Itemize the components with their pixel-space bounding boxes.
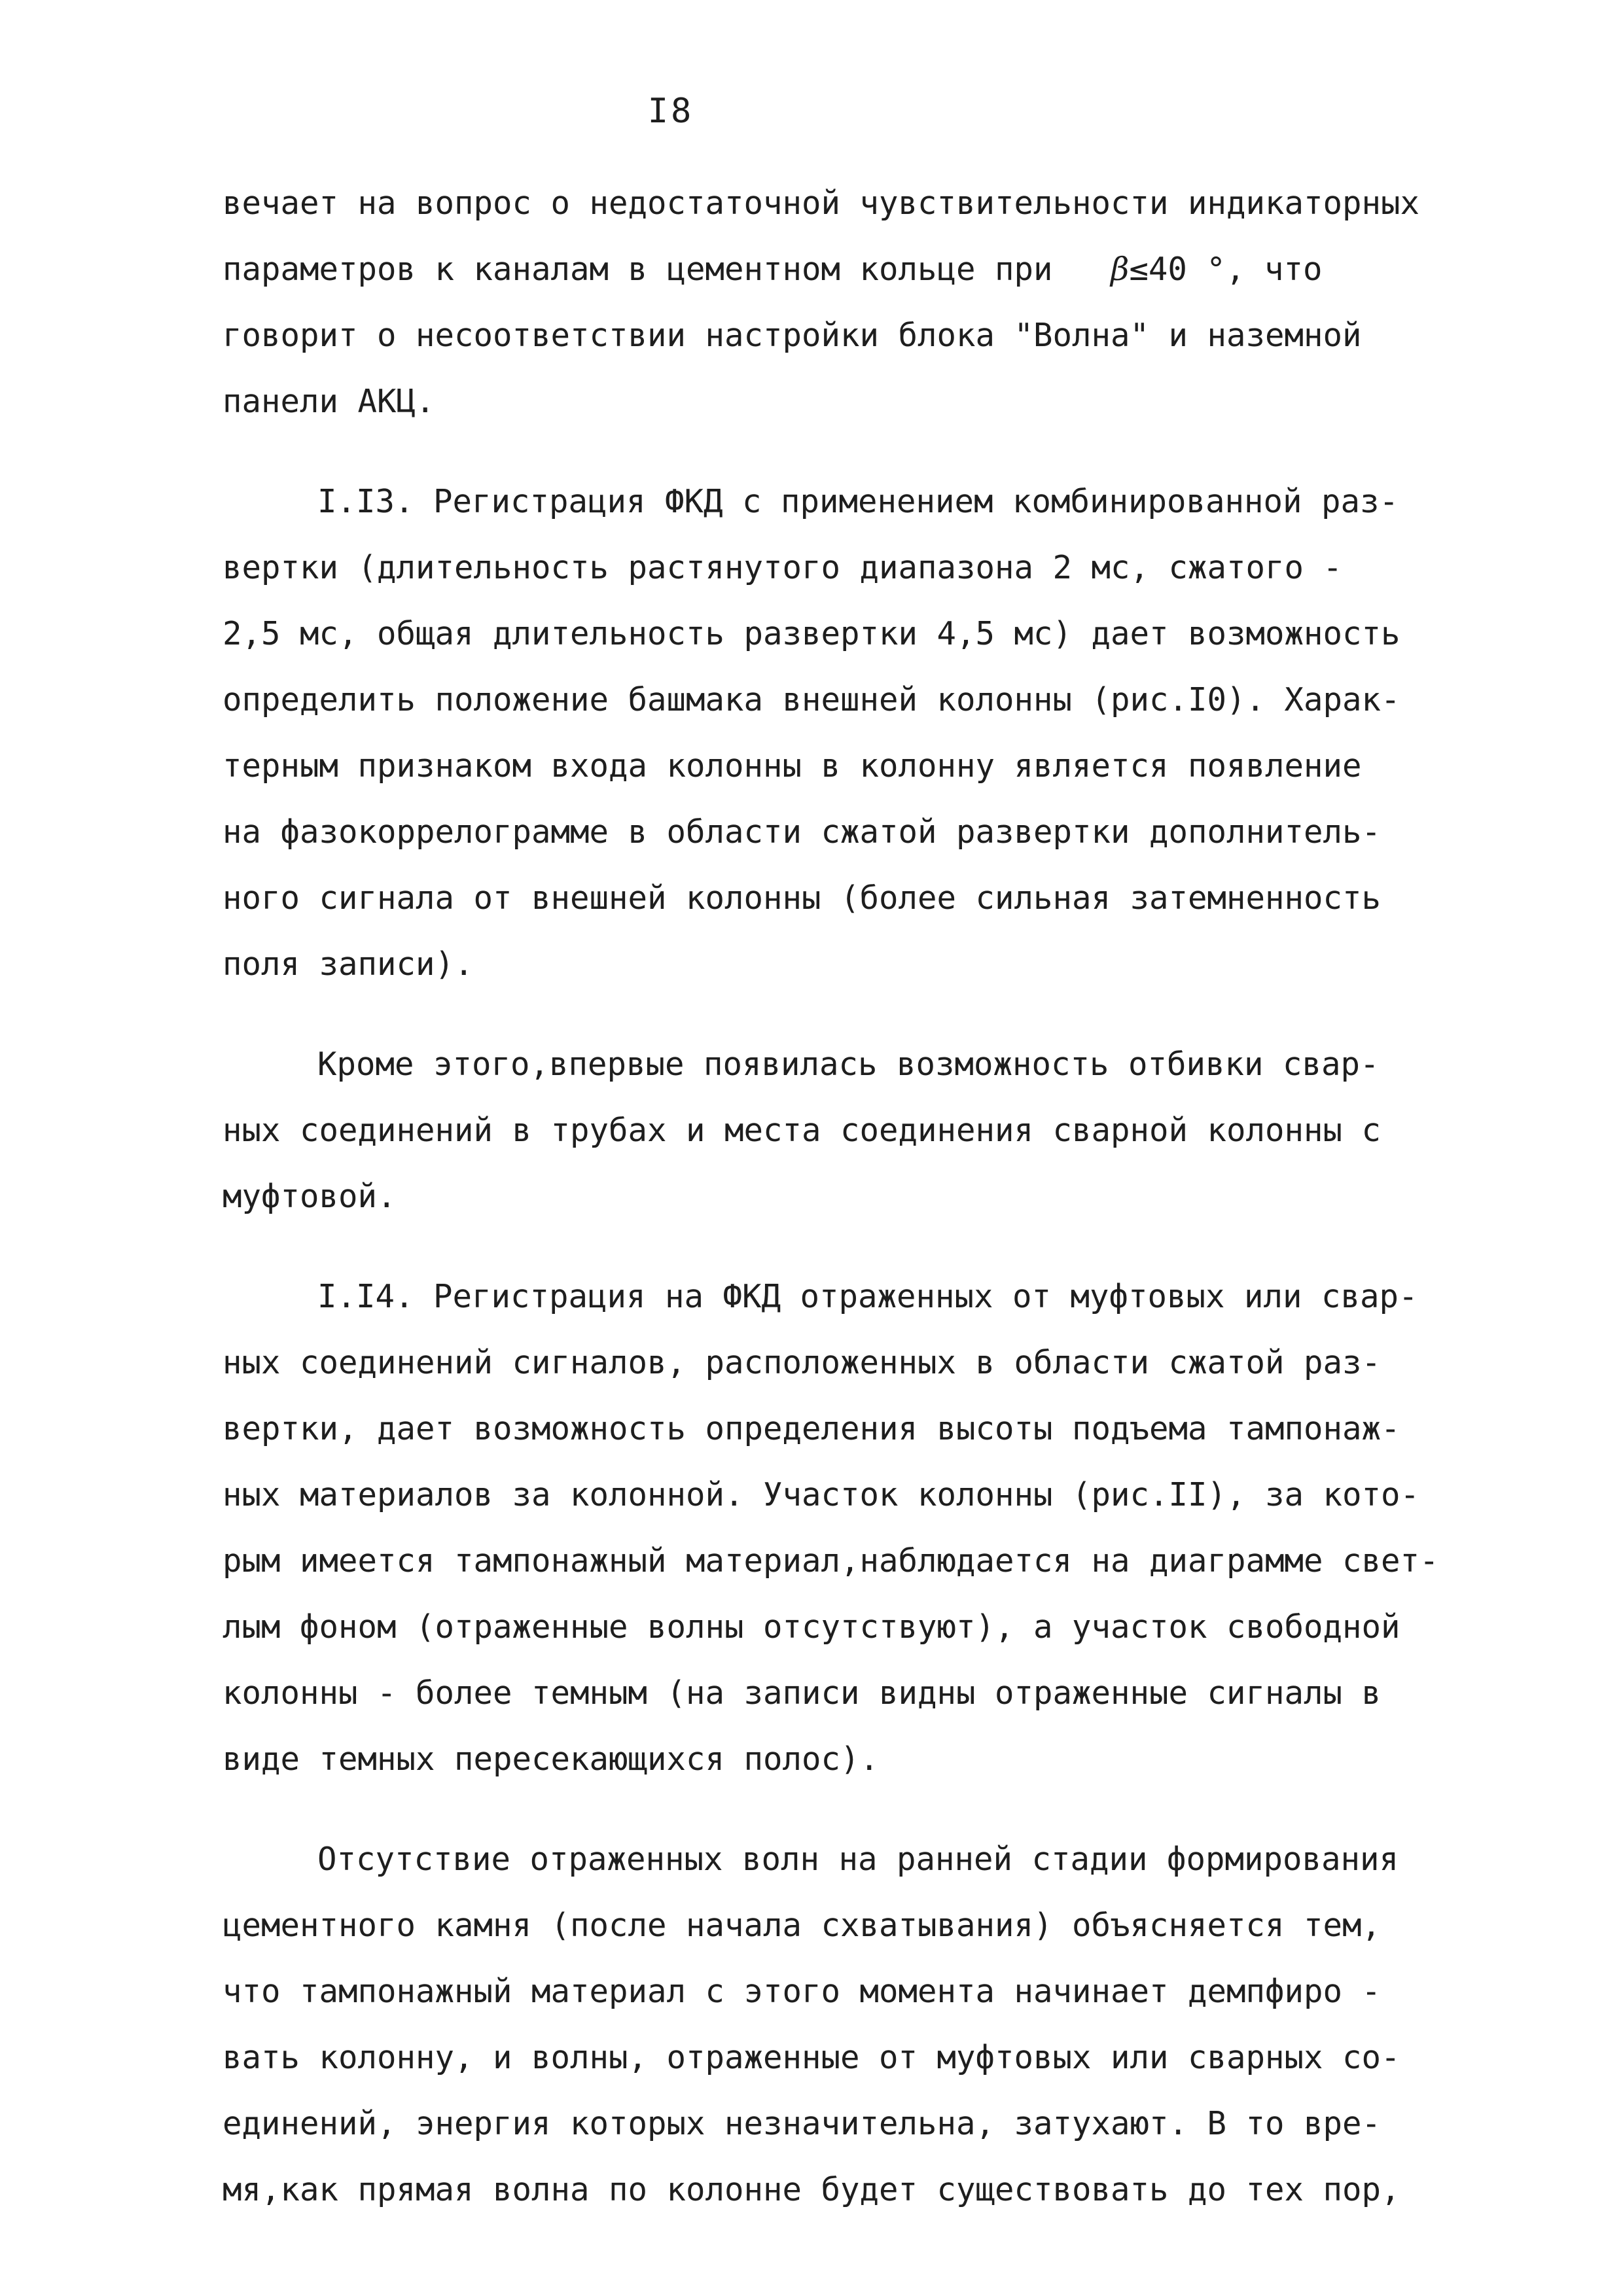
text-line: что тампонажный материал с этого момента начинает демпфиро - [223,1973,1382,2010]
text-line: колонны - более темным (на записи видны отраженные сигналы в [223,1674,1382,1712]
text-line: на фазокоррелограмме в области сжатой развертки дополнитель- [223,813,1382,851]
text-line: виде темных пересекающихся полос). [223,1740,880,1778]
text-line: параметров к каналам в цементном кольце при [223,251,1053,288]
text-line: мя,как прямая волна по колонне будет существовать до тех пор, [223,2171,1400,2208]
paragraph [223,1826,1518,2223]
text-line: лым фоном (отраженные волны отсутствуют), а участок свободной [223,1608,1400,1646]
formula-operator: ≤ [1129,251,1149,288]
page-number: I8 [647,92,694,131]
text-line: муфтовой. [223,1178,397,1215]
paragraph [223,468,1518,997]
paragraph [223,1263,1518,1792]
text-line: ных соединений сигналов, расположенных в области сжатой раз- [223,1344,1382,1381]
text-line: панели АКЦ. [223,383,435,420]
text-line: говорит о несоответствии настройки блока "Волна" и наземной [223,317,1362,354]
text-line: ных соединений в трубах и места соединения сварной колонны с [223,1112,1382,1149]
text-line-with-formula [223,236,1518,302]
text-line: цементного камня (после начала схватывания) объясняется тем, [223,1907,1382,1944]
formula-suffix: , что [1225,251,1323,288]
body-text [223,170,1518,2223]
inline-formula [1111,251,1322,288]
formula-value: 40 [1148,251,1187,288]
text-line: терным признаком входа колонны в колонну является появление [223,747,1362,785]
text-line: вать колонну, и волны, отраженные от муфтовых или сварных со- [223,2039,1400,2076]
text-line: I.I3. Регистрация ФКД с применением комбинированной раз- [317,483,1399,520]
text-line: I.I4. Регистрация на ФКД отраженных от муфтовых или свар- [317,1278,1418,1315]
text-line: ных материалов за колонной. Участок колонны (рис.II), за кото- [223,1476,1420,1513]
formula-symbol: β [1111,251,1130,288]
text-line: рым имеется тампонажный материал,наблюдается на диаграмме свет- [223,1542,1439,1580]
text-line: 2,5 мс, общая длительность развертки 4,5 мс) дает возможность [223,615,1400,652]
text-line: вертки (длительность растянутого диапазона 2 мс, сжатого - [223,549,1343,586]
text-line: вертки, дает возможность определения высоты подъема тампонаж- [223,1410,1400,1447]
text-line: Кроме этого,впервые появилась возможность отбивки свар- [317,1046,1380,1083]
text-line: поля записи). [223,945,474,983]
text-line: Отсутствие отраженных волн на ранней стадии формирования [317,1841,1399,1878]
paragraph [223,170,1518,434]
text-line: определить положение башмака внешней колонны (рис.I0). Харак- [223,681,1400,718]
formula-unit: ° [1206,251,1226,288]
text-line: вечает на вопрос о недостаточной чувствительности индикаторных [223,185,1420,222]
paragraph [223,1031,1518,1229]
text-line: единений, энергия которых незначительна, затухают. В то вре- [223,2105,1382,2142]
text-line: ного сигнала от внешней колонны (более сильная затемненность [223,879,1382,917]
